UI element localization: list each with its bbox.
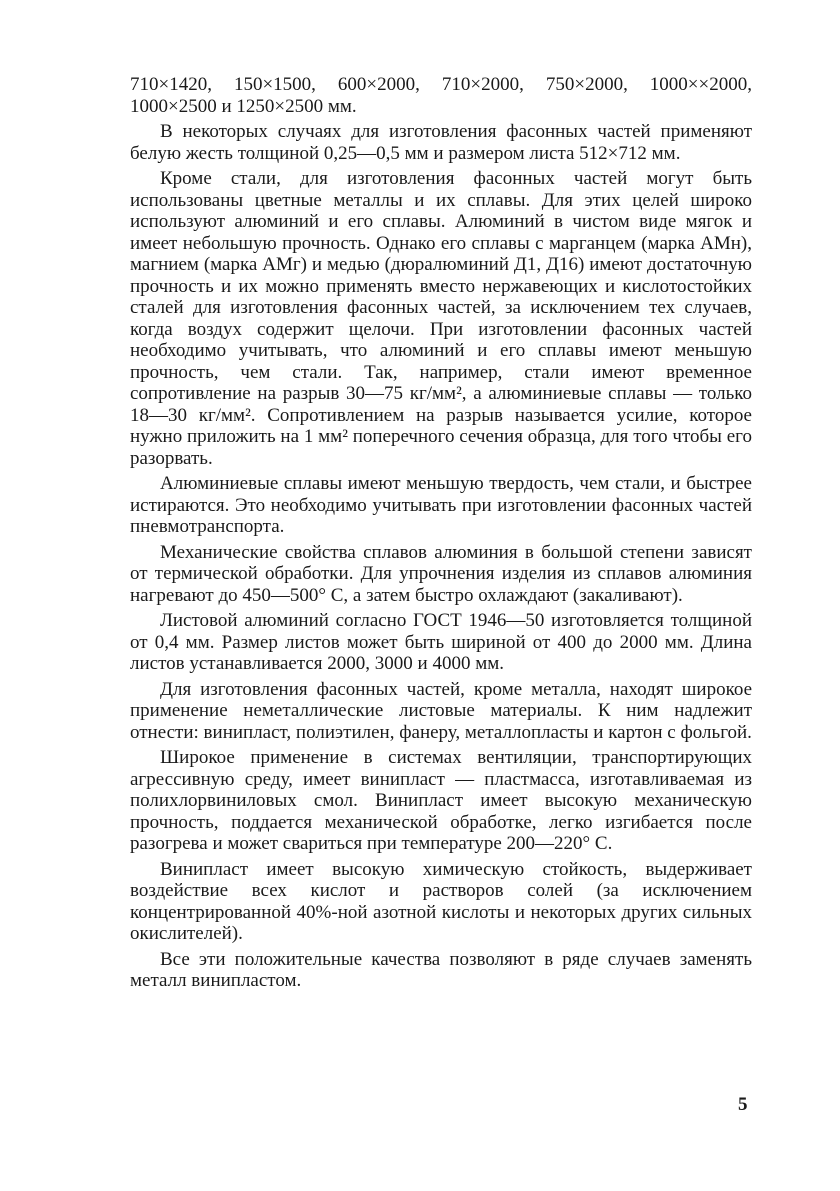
paragraph-7: Для изготовления фасонных частей, кроме металла, находят широкое применение неметаллические листовые материалы. К ним надлежит отнести: винипласт, полиэтилен, фанеру, металлопласты и картон с фольгой. [130, 678, 752, 743]
paragraph-8: Широкое применение в системах вентиляции, транспортирующих агрессивную среду, имеет винипласт — пластмасса, изготавливаемая из полихлорвиниловых смол. Винипласт имеет высокую механическую прочность, поддается механической обработке, легко изгибается после разогрева и может свариться при температуре 200—220° С. [130, 747, 752, 854]
paragraph-5: Механические свойства сплавов алюминия в большой степени зависят от термической обработки. Для упрочнения изделия из сплавов алюминия нагревают до 450—500° С, а затем быстро охлаждают (закаливают). [130, 541, 752, 606]
page-body [130, 74, 752, 992]
paragraph-2: В некоторых случаях для изготовления фасонных частей применяют белую жесть толщиной 0,25—0,5 мм и размером листа 512×712 мм. [130, 121, 752, 164]
paragraph-4: Алюминиевые сплавы имеют меньшую твердость, чем стали, и быстрее истираются. Это необходимо учитывать при изготовлении фасонных частей пневмотранспорта. [130, 473, 752, 537]
paragraph-9: Винипласт имеет высокую химическую стойкость, выдерживает воздействие всех кислот и растворов солей (за исключением концентрированной 40%-ной азотной кислоты и некоторых других сильных окислителей). [130, 858, 752, 944]
paragraph-10: Все эти положительные качества позволяют в ряде случаев заменять металл винипластом. [130, 948, 752, 991]
page-number: 5 [738, 1094, 748, 1115]
paragraph-3: Кроме стали, для изготовления фасонных частей могут быть использованы цветные металлы и их сплавы. Для этих целей широко используют алюминий и его сплавы. Алюминий в чистом виде мягок и имеет небольшую прочность. Однако его сплавы с марганцем (марка АМн), магнием (марка АМг) и медью (дюралюминий Д1, Д16) имеют достаточную прочность и их можно применять вместо нержавеющих и кислотостойких сталей для изготовления фасонных частей, за исключением тех случаев, когда воздух содержит щелочи. При изготовлении фасонных частей необходимо учитывать, что алюминий и его сплавы имеют меньшую прочность, чем стали. Так, например, стали имеют временное сопротивление на разрыв 30—75 кг/мм², а алюминиевые сплавы — только 18—30 кг/мм². Сопротивлением на разрыв называется усилие, которое нужно приложить на 1 мм² поперечного сечения образца, для того чтобы его разорвать. [130, 168, 752, 469]
paragraph-6: Листовой алюминий согласно ГОСТ 1946—50 изготовляется толщиной от 0,4 мм. Размер листов может быть шириной от 400 до 2000 мм. Длина листов устанавливается 2000, 3000 и 4000 мм. [130, 610, 752, 674]
paragraph-1: 710×1420, 150×1500, 600×2000, 710×2000, 750×2000, 1000××2000, 1000×2500 и 1250×2500 мм. [130, 74, 752, 117]
